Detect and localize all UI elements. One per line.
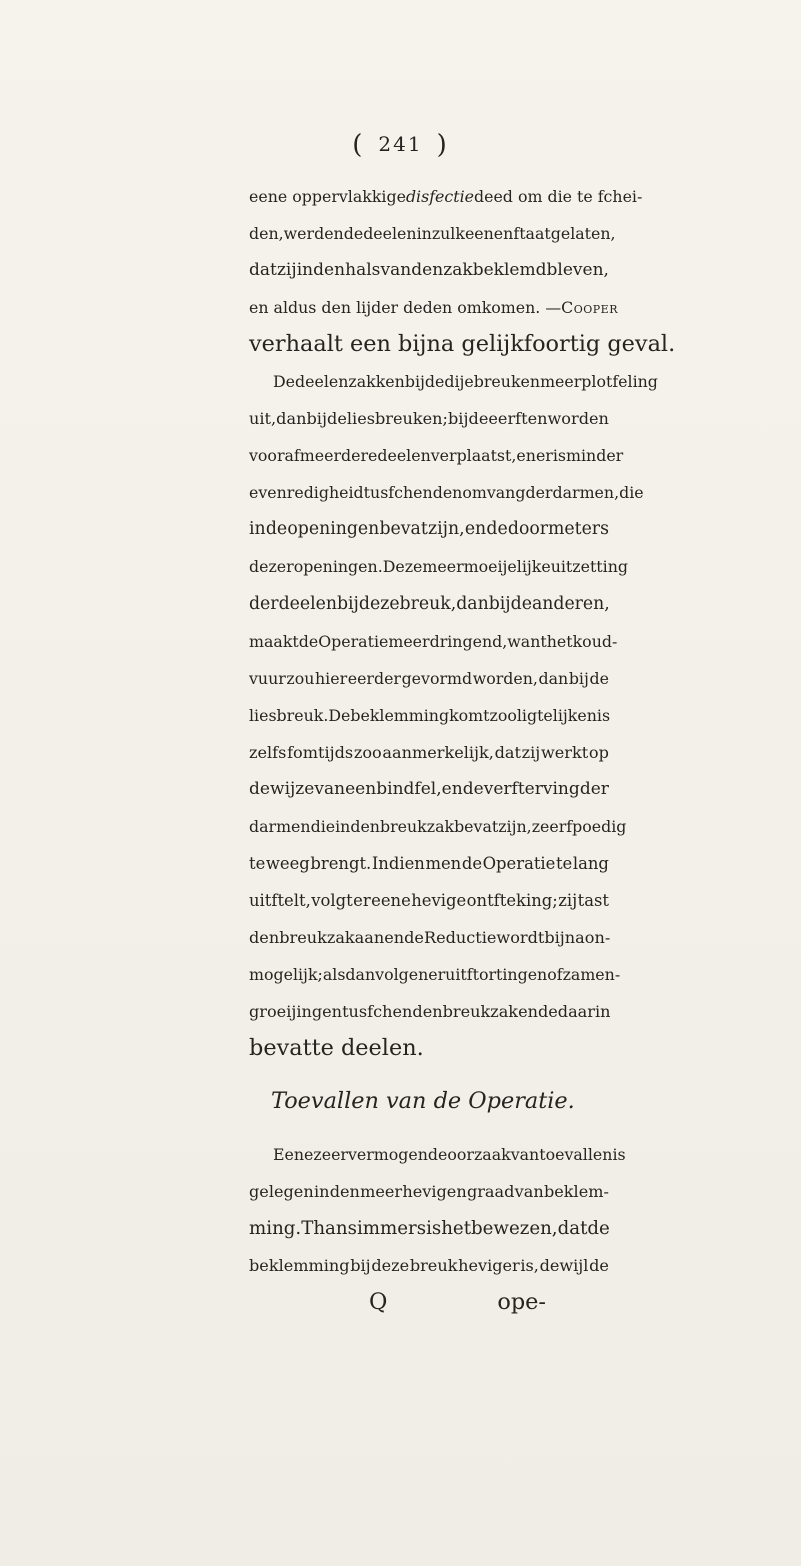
word: bewezen, bbox=[471, 1218, 558, 1240]
word: lang bbox=[572, 853, 609, 873]
word: tast bbox=[577, 890, 609, 910]
word: vermogende bbox=[347, 1145, 448, 1165]
text-line bbox=[249, 1173, 609, 1210]
word: hevigen bbox=[402, 1182, 467, 1202]
word: zij bbox=[276, 260, 297, 281]
word: deelen bbox=[377, 446, 431, 466]
word: beklemming bbox=[249, 1256, 350, 1276]
word: graad bbox=[466, 1182, 515, 1202]
word: er bbox=[353, 890, 371, 910]
word: der bbox=[579, 778, 609, 799]
word: vuur bbox=[249, 668, 286, 688]
text-line bbox=[249, 289, 618, 326]
text-line bbox=[249, 956, 621, 993]
word: beklemd bbox=[472, 260, 547, 281]
word: Deze bbox=[382, 557, 423, 577]
word: dan bbox=[276, 409, 307, 429]
word: Eene bbox=[273, 1145, 314, 1165]
word: ligtelijk bbox=[516, 705, 578, 725]
word: eerder bbox=[347, 668, 401, 688]
word: deze bbox=[358, 593, 400, 614]
page-number-value: 241 bbox=[378, 132, 423, 156]
word: volgt bbox=[311, 890, 353, 910]
word: breukzak bbox=[379, 816, 455, 836]
word: en bbox=[577, 705, 597, 725]
text-line bbox=[249, 697, 609, 734]
word: zak bbox=[443, 260, 473, 281]
text-line bbox=[249, 734, 609, 771]
word: hals bbox=[345, 260, 381, 281]
page-number-open-paren: ( bbox=[352, 130, 365, 160]
word: is, bbox=[520, 1256, 539, 1276]
word: beklem- bbox=[543, 1182, 609, 1202]
word: dan bbox=[538, 668, 569, 688]
word: de bbox=[587, 1218, 610, 1240]
word: bij bbox=[306, 409, 327, 429]
word: eerften bbox=[488, 409, 548, 429]
text-line bbox=[249, 623, 618, 660]
word: De bbox=[328, 705, 351, 725]
word: uitftelt, bbox=[249, 890, 311, 910]
word: en bbox=[464, 519, 487, 540]
word: eenen bbox=[464, 224, 514, 244]
word: on- bbox=[584, 927, 611, 947]
body-text bbox=[249, 178, 676, 1321]
word: worden, bbox=[472, 668, 538, 688]
word: hevige bbox=[411, 890, 467, 910]
word: is bbox=[426, 1218, 442, 1240]
word: zij bbox=[558, 890, 578, 910]
word: breuk, bbox=[399, 593, 457, 614]
text-line bbox=[249, 771, 609, 808]
word: meer bbox=[422, 557, 464, 577]
word: beklemming bbox=[350, 705, 450, 725]
word: doormeters bbox=[507, 519, 609, 540]
word: verplaatst, bbox=[430, 446, 517, 466]
word: vooraf bbox=[249, 446, 300, 466]
word: mogelijk; bbox=[249, 964, 323, 984]
text-line bbox=[249, 215, 616, 252]
text-line bbox=[249, 1247, 609, 1284]
word: en bbox=[516, 446, 536, 466]
word: bij bbox=[350, 1256, 371, 1276]
word: Operatie bbox=[482, 853, 556, 873]
word: van bbox=[514, 1182, 544, 1202]
word: de bbox=[327, 409, 347, 429]
text-line bbox=[249, 437, 624, 474]
word: er bbox=[428, 964, 446, 984]
word: of bbox=[547, 964, 563, 984]
word: eene bbox=[371, 890, 411, 910]
word: de bbox=[424, 372, 445, 392]
word: de bbox=[537, 1002, 558, 1022]
page-footer bbox=[249, 1284, 609, 1321]
word: immers bbox=[356, 1218, 427, 1240]
word: de bbox=[265, 519, 288, 540]
text-line bbox=[249, 474, 644, 511]
word: dat bbox=[494, 742, 521, 762]
word: de bbox=[249, 778, 270, 799]
text-line bbox=[249, 363, 658, 400]
word: den bbox=[313, 260, 346, 281]
word: aanmerkelijk, bbox=[382, 742, 494, 762]
word: meer bbox=[540, 372, 582, 392]
word: ming. bbox=[249, 1218, 302, 1240]
text-line bbox=[249, 993, 609, 1030]
word: bevat bbox=[379, 519, 428, 540]
text-line bbox=[249, 919, 609, 956]
word: bij bbox=[448, 409, 469, 429]
word: den, bbox=[249, 224, 284, 244]
word: oorzaak bbox=[447, 1145, 511, 1165]
word: zakken bbox=[348, 372, 405, 392]
word: aan bbox=[354, 927, 385, 947]
word: zoo bbox=[353, 742, 382, 762]
word: fpoedig bbox=[566, 816, 627, 836]
word: de bbox=[510, 593, 532, 614]
word: uit, bbox=[249, 409, 277, 429]
word: zelfs bbox=[249, 742, 287, 762]
word: bij bbox=[336, 593, 359, 614]
word: dat bbox=[557, 1218, 588, 1240]
word: bijna bbox=[544, 927, 585, 947]
word: der bbox=[249, 593, 279, 614]
word: is bbox=[596, 705, 611, 725]
word: volgen bbox=[375, 964, 429, 984]
word: zijn, bbox=[428, 519, 465, 540]
word: uitftortingen bbox=[445, 964, 548, 984]
text-line: verhaalt een bijna gelijkfoortig geval. bbox=[249, 331, 676, 358]
word: Operatie bbox=[318, 631, 389, 651]
word: komt bbox=[449, 705, 490, 725]
word: moeijelijke bbox=[463, 557, 551, 577]
page-number bbox=[0, 130, 801, 160]
word: en bbox=[384, 927, 405, 947]
word: den bbox=[329, 1182, 360, 1202]
word: breuk bbox=[409, 1256, 458, 1276]
word: van bbox=[510, 1145, 540, 1165]
word: deze bbox=[371, 1256, 410, 1276]
word: plotfeling bbox=[581, 372, 658, 392]
word: dan bbox=[456, 593, 489, 614]
word: van bbox=[380, 260, 412, 281]
text-line bbox=[249, 1210, 609, 1247]
word: dijebreuken bbox=[444, 372, 541, 392]
text-line bbox=[249, 511, 609, 548]
word: bindfel, bbox=[376, 778, 442, 799]
word: de bbox=[462, 778, 484, 799]
word: de bbox=[468, 409, 489, 429]
word: alsdan bbox=[322, 964, 376, 984]
word: in bbox=[296, 260, 314, 281]
word: men bbox=[425, 853, 462, 873]
text-fragment: deed om die te fchei- bbox=[474, 187, 643, 206]
word: is bbox=[612, 1145, 626, 1165]
word: darmen bbox=[249, 816, 311, 836]
word: brengt. bbox=[310, 853, 372, 873]
word: te bbox=[555, 853, 573, 873]
word: tusfchen bbox=[363, 483, 433, 503]
word: en bbox=[518, 1002, 538, 1022]
text-line bbox=[249, 400, 609, 437]
word: deelen bbox=[278, 593, 337, 614]
text-fragment: en aldus den lijder deden omkomen. — bbox=[249, 298, 562, 318]
word: maakt bbox=[249, 631, 299, 651]
word: zij bbox=[521, 742, 541, 762]
section-heading: Toevallen van de Operatie. bbox=[271, 1088, 575, 1115]
word: breukzak bbox=[442, 1002, 519, 1022]
text-line bbox=[249, 586, 609, 623]
word: worden bbox=[547, 409, 609, 429]
word: toevallen bbox=[539, 1145, 613, 1165]
word: deelen bbox=[363, 224, 417, 244]
word: den bbox=[350, 816, 380, 836]
text-line: bevatte deelen. bbox=[249, 1035, 424, 1062]
word: bij bbox=[488, 593, 511, 614]
word: uitzetting bbox=[550, 557, 628, 577]
text-line bbox=[249, 548, 628, 585]
word: den bbox=[411, 260, 444, 281]
signature-mark: Q bbox=[369, 1289, 388, 1316]
word: evenredigheid bbox=[249, 483, 364, 503]
word: Thans bbox=[301, 1218, 357, 1240]
word: want bbox=[507, 631, 547, 651]
word: deelen bbox=[295, 372, 349, 392]
word: darmen, bbox=[552, 483, 620, 503]
text-line bbox=[249, 178, 643, 215]
word: op bbox=[588, 742, 609, 762]
word: de bbox=[343, 224, 364, 244]
catchword: ope- bbox=[497, 1289, 546, 1316]
word: ftaat bbox=[513, 224, 551, 244]
word: in bbox=[335, 816, 351, 836]
word: openingen. bbox=[293, 557, 383, 577]
word: die bbox=[619, 483, 644, 503]
word: en bbox=[441, 778, 463, 799]
word: in bbox=[249, 519, 266, 540]
word: meer bbox=[360, 1182, 403, 1202]
text-line bbox=[249, 882, 609, 919]
word: in bbox=[313, 1182, 330, 1202]
word: ontfteking; bbox=[466, 890, 558, 910]
italic-term: disfectie bbox=[405, 187, 474, 206]
word: is bbox=[552, 446, 567, 466]
word: fomtijds bbox=[287, 742, 354, 762]
word: werkt bbox=[541, 742, 589, 762]
word: dewijl bbox=[539, 1256, 589, 1276]
word: minder bbox=[566, 446, 624, 466]
word: wijze bbox=[270, 778, 315, 799]
word: het bbox=[441, 1218, 472, 1240]
word: dat bbox=[249, 260, 277, 281]
word: zeer bbox=[313, 1145, 348, 1165]
word: zamen- bbox=[562, 964, 621, 984]
text-line bbox=[249, 660, 609, 697]
word: heviger bbox=[458, 1256, 520, 1276]
page-number-close-paren: ) bbox=[436, 130, 449, 160]
word: de bbox=[486, 519, 508, 540]
word: dringend, bbox=[429, 631, 508, 651]
word: een bbox=[345, 778, 377, 799]
word: de bbox=[461, 853, 483, 873]
word: bij bbox=[404, 372, 425, 392]
word: verfterving bbox=[483, 778, 580, 799]
text-line bbox=[249, 808, 627, 845]
word: die bbox=[310, 816, 336, 836]
word: zulk bbox=[431, 224, 465, 244]
word: meer bbox=[388, 631, 430, 651]
word: zijn, bbox=[498, 816, 532, 836]
word: den bbox=[432, 483, 463, 503]
word: van bbox=[314, 778, 346, 799]
word: gelaten, bbox=[550, 224, 616, 244]
word: omvang bbox=[462, 483, 526, 503]
word: tusfchen bbox=[342, 1002, 413, 1022]
text-fragment: eene oppervlakkige bbox=[249, 187, 406, 206]
word: hier bbox=[315, 668, 348, 688]
text-line bbox=[249, 845, 609, 882]
word: wordt bbox=[496, 927, 545, 947]
word: breukzak bbox=[279, 927, 355, 947]
word: te bbox=[249, 853, 266, 873]
word: den bbox=[249, 927, 280, 947]
word: bij bbox=[568, 668, 589, 688]
word: werden bbox=[283, 224, 344, 244]
word: koud- bbox=[572, 631, 618, 651]
word: Reductie bbox=[423, 927, 497, 947]
word: zou bbox=[286, 668, 315, 688]
word: de bbox=[589, 668, 609, 688]
word: gelegen bbox=[249, 1182, 314, 1202]
word: Indien bbox=[371, 853, 425, 873]
word: anderen, bbox=[531, 593, 610, 614]
word: den bbox=[412, 1002, 443, 1022]
word: bleven, bbox=[546, 260, 609, 281]
word: er bbox=[535, 446, 553, 466]
word: liesbreuk. bbox=[249, 705, 329, 725]
word: daarin bbox=[557, 1002, 611, 1022]
word: De bbox=[273, 372, 296, 392]
word: het bbox=[546, 631, 573, 651]
word: meerdere bbox=[299, 446, 378, 466]
text-line bbox=[249, 252, 609, 289]
word: der bbox=[525, 483, 553, 503]
word: bevat bbox=[454, 816, 499, 836]
word: dezer bbox=[249, 557, 294, 577]
word: zoo bbox=[489, 705, 517, 725]
text-line bbox=[249, 1136, 626, 1173]
word: groeijingen bbox=[249, 1002, 343, 1022]
word: de bbox=[589, 1256, 609, 1276]
author-name: Cooper bbox=[561, 298, 618, 318]
word: in bbox=[416, 224, 432, 244]
word: de bbox=[404, 927, 424, 947]
word: weeg bbox=[265, 853, 310, 873]
word: gevormd bbox=[401, 668, 473, 688]
word: de bbox=[298, 631, 319, 651]
word: liesbreuken; bbox=[346, 409, 448, 429]
word: openingen bbox=[287, 519, 380, 540]
word: zeer bbox=[531, 816, 567, 836]
